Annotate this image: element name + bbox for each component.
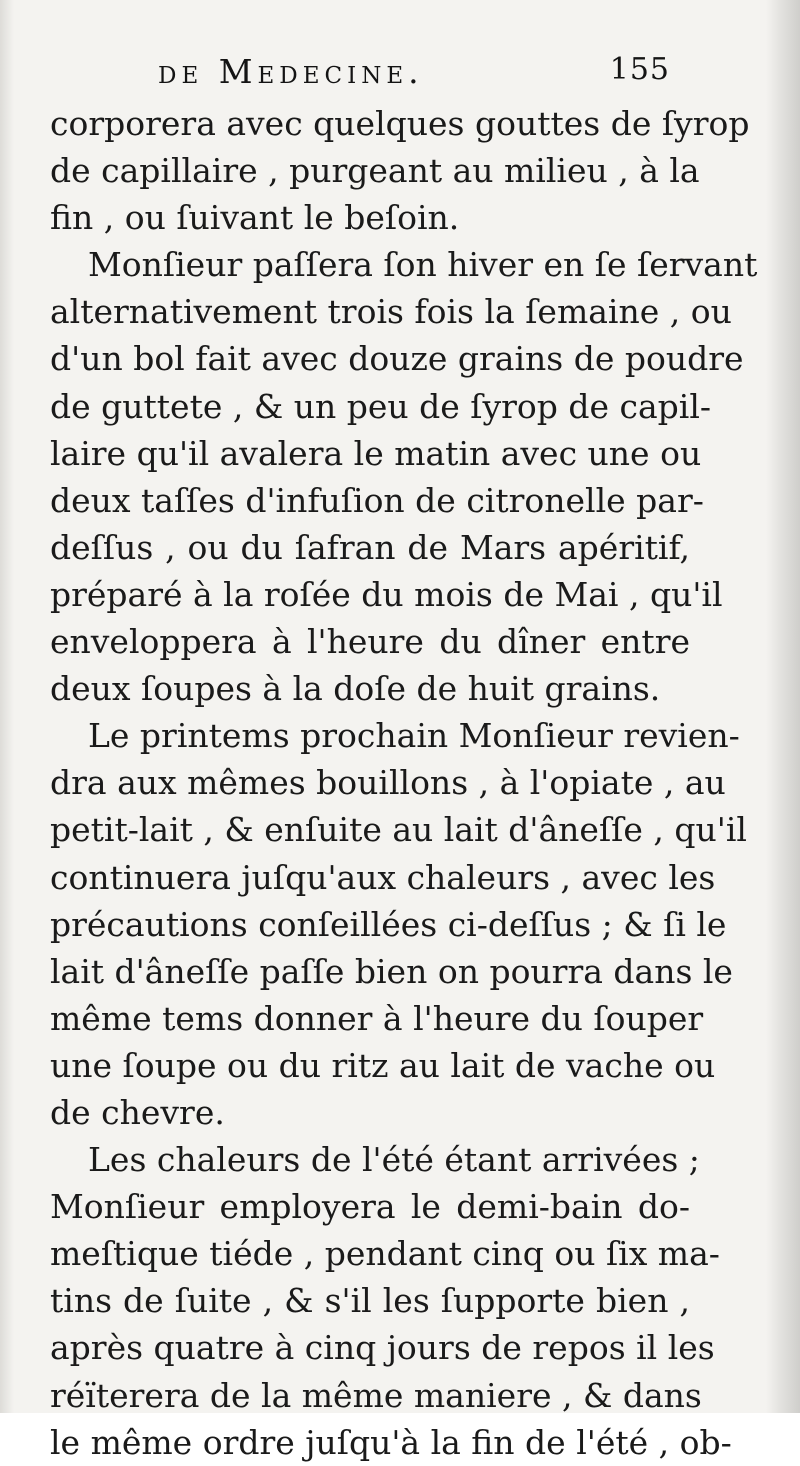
text-line: deux ſoupes à la doſe de huit grains. [50, 669, 661, 709]
page-gutter-shadow [766, 0, 800, 1413]
text-line: deſſus , ou du ſafran de Mars apéritif, [50, 527, 690, 567]
paragraph-first-line: Le printems prochain Monſieur revien- [88, 716, 740, 756]
text-line: une ſoupe ou du ritz au lait de vache ou [50, 1045, 716, 1085]
running-head: de Medecine. [158, 52, 424, 91]
text-line: tins de ſuite , & s'il les ſupporte bien , [50, 1281, 690, 1321]
page-number: 155 [609, 52, 670, 87]
text-line: d'un bol fait avec douze grains de poudre [50, 339, 744, 379]
text-line: de guttete , & un peu de ſyrop de capil- [50, 386, 712, 426]
text-line: réïterera de la même maniere , & dans [50, 1375, 702, 1415]
text-line: enveloppera à l'heure du dîner entre [50, 622, 690, 662]
text-line: continuera juſqu'aux chaleurs , avec les [50, 857, 716, 897]
text-line: corporera avec quelques gouttes de ſyrop [50, 104, 750, 143]
text-line: précautions conſeillées ci-deſſus ; & ſi le [50, 904, 727, 944]
page-edge-shadow [0, 0, 14, 1413]
body-text [50, 100, 758, 1466]
text-line: meſtique tiéde , pendant cinq ou ſix ma- [50, 1234, 720, 1274]
text-line: le même ordre juſqu'à la fin de l'été , ob- [50, 1422, 732, 1462]
text-line: de chevre. [50, 1092, 225, 1132]
text-line: préparé à la roſée du mois de Mai , qu'il [50, 574, 723, 614]
paragraph-first-line: Les chaleurs de l'été étant arrivées ; [88, 1140, 700, 1180]
text-line: deux taſſes d'infuſion de citronelle par- [50, 480, 704, 520]
text-line: alternativement trois fois la ſemaine , ou [50, 292, 732, 332]
text-line: laire qu'il avalera le matin avec une ou [50, 433, 702, 473]
text-line: petit-lait , & enſuite au lait d'âneſſe , qu'il [50, 810, 747, 850]
text-line: fin , ou ſuivant le beſoin. [50, 198, 460, 238]
text-line: même tems donner à l'heure du ſouper [50, 998, 704, 1038]
text-line: dra aux mêmes bouillons , à l'opiate , au [50, 763, 726, 803]
page-header [150, 50, 680, 98]
text-line: Monſieur employera le demi-bain do- [50, 1187, 690, 1227]
text-line: lait d'âneſſe paſſe bien on pourra dans le [50, 951, 733, 991]
paragraph-first-line: Monſieur paſſera ſon hiver en ſe ſervant [88, 245, 758, 285]
text-line: de capillaire , purgeant au milieu , à la [50, 151, 700, 191]
text-line: après quatre à cinq jours de repos il les [50, 1328, 715, 1368]
